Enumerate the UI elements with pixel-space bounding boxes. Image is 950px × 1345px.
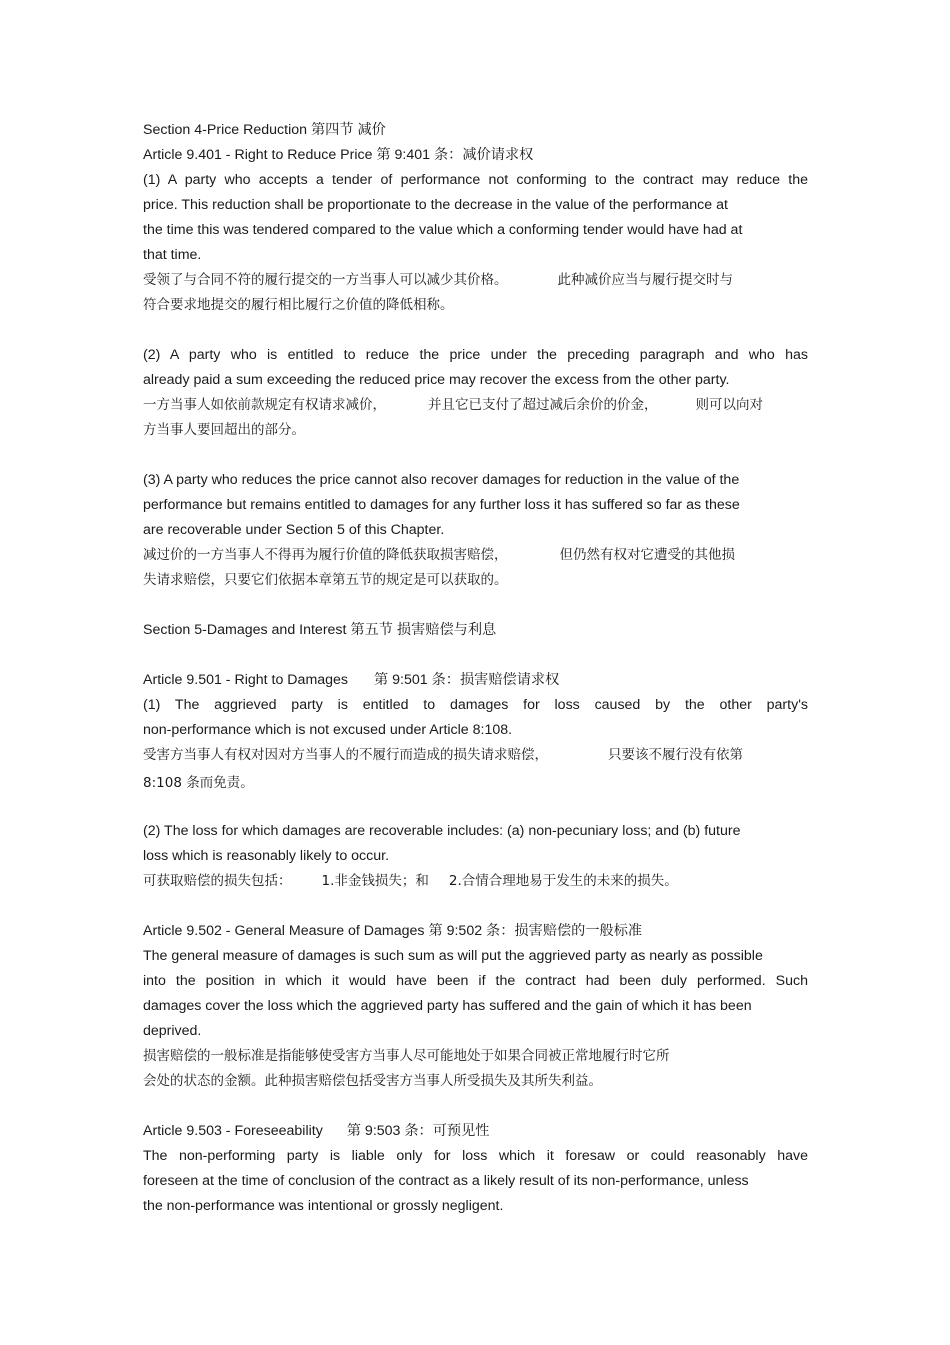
- article-9503-heading-en: Article 9.503 - Foreseeability: [143, 1123, 323, 1139]
- article-9503-line-2: foreseen at the time of conclusion of the contract as a likely result of its non-performance, unless: [143, 1173, 749, 1189]
- article-9401-p1-line-4: that time.: [143, 247, 202, 263]
- section-5-heading: Section 5-Damages and Interest 第五节 损害赔偿与利息: [143, 622, 497, 638]
- article-9401-p2-zh-line-2: 方当事人要回超出的部分。: [143, 422, 305, 438]
- article-9501-p2-zh-line: [143, 869, 808, 894]
- article-9401-p1-line-2: price. This reduction shall be proportionate to the decrease in the value of the performance at: [143, 197, 728, 213]
- article-9501-heading-zh: 第 9:501 条：损害赔偿请求权: [374, 672, 560, 688]
- article-9401-p3-zh-part-a: 减过价的一方当事人不得再为履行价值的降低获取损害赔偿，: [143, 547, 508, 563]
- article-9401-p1-zh-line-2: 符合要求地提交的履行相比履行之价值的降低相称。: [143, 297, 454, 313]
- article-9503-heading-zh: 第 9:503 条：可预见性: [346, 1123, 490, 1139]
- article-9501-p2-line-2: loss which is reasonably likely to occur.: [143, 848, 390, 864]
- article-9401-p3-zh-part-b: 但仍然有权对它遭受的其他损: [559, 547, 735, 563]
- article-9502-line-1: The general measure of damages is such sum as will put the aggrieved party as nearly as possible: [143, 948, 763, 964]
- article-9401-p3-zh-line-1: [143, 543, 808, 568]
- document-page: [143, 118, 808, 1219]
- article-9401-p2-zh-part-b: 并且它已支付了超过减后余价的价金，: [428, 397, 658, 413]
- article-9502-line-3: damages cover the loss which the aggrieved party has suffered and the gain of which it has been: [143, 998, 752, 1014]
- article-9501-p2-zh-part-a: 可获取赔偿的损失包括：: [143, 873, 292, 889]
- article-9401-p2-zh-part-c: 则可以向对: [695, 397, 763, 413]
- article-9501-p1-zh-line-2: 8:108 条而免责。: [143, 775, 254, 791]
- article-9503-line-1: The non-performing party is liable only for loss which it foresaw or could reasonably have: [143, 1148, 808, 1164]
- article-9401-p1-zh-line-1: [143, 268, 808, 293]
- article-9401-p2-zh-part-a: 一方当事人如依前款规定有权请求减价，: [143, 397, 386, 413]
- article-9502-zh-line-2: 会处的状态的金额。此种损害赔偿包括受害方当事人所受损失及其所失利益。: [143, 1073, 602, 1089]
- article-9401-heading: Article 9.401 - Right to Reduce Price 第 9:401 条：减价请求权: [143, 147, 534, 163]
- article-9401-p3-zh-line-2: 失请求赔偿，只要它们依据本章第五节的规定是可以获取的。: [143, 572, 508, 588]
- article-9401-p1-line-3: the time this was tendered compared to the value which a conforming tender would have had at: [143, 222, 743, 238]
- article-9401-p3-line-1: (3) A party who reduces the price cannot also recover damages for reduction in the value of the: [143, 472, 740, 488]
- article-9502-zh-line-1: 损害赔偿的一般标准是指能够使受害方当事人尽可能地处于如果合同被正常地履行时它所: [143, 1048, 670, 1064]
- article-9501-p1-zh-part-b: 只要该不履行没有依第: [608, 747, 743, 763]
- article-9501-p2-zh-part-b: 1.非金钱损失；和: [321, 873, 429, 889]
- article-9501-heading: [143, 668, 808, 693]
- article-9401-p1-zh-part-a: 受领了与合同不符的履行提交的一方当事人可以减少其价格。: [143, 272, 508, 288]
- article-9502-line-2: into the position in which it would have been if the contract had been duly performed. Such: [143, 973, 808, 989]
- article-9501-p2-line-1: (2) The loss for which damages are recoverable includes: (a) non-pecuniary loss; and (b) future: [143, 823, 741, 839]
- article-9501-p1-line-1: (1) The aggrieved party is entitled to damages for loss caused by the other party's: [143, 697, 808, 713]
- article-9501-p1-zh-part-a: 受害方当事人有权对因对方当事人的不履行而造成的损失请求赔偿，: [143, 747, 548, 763]
- article-9503-heading: [143, 1119, 808, 1144]
- article-9501-p1-line-2: non-performance which is not excused under Article 8:108.: [143, 722, 513, 738]
- article-9401-p2-line-2: already paid a sum exceeding the reduced price may recover the excess from the other party.: [143, 372, 730, 388]
- article-9401-p2-zh-line-1: [143, 393, 808, 418]
- article-9502-heading: Article 9.502 - General Measure of Damages 第 9:502 条：损害赔偿的一般标准: [143, 923, 643, 939]
- article-9501-heading-en: Article 9.501 - Right to Damages: [143, 672, 349, 688]
- section-4-heading: Section 4-Price Reduction 第四节 减价: [143, 122, 386, 138]
- article-9503-line-3: the non-performance was intentional or grossly negligent.: [143, 1198, 504, 1214]
- article-9501-p1-zh-line-1: [143, 743, 808, 768]
- article-9502-line-4: deprived.: [143, 1023, 202, 1039]
- article-9401-p3-line-3: are recoverable under Section 5 of this Chapter.: [143, 522, 445, 538]
- article-9501-p2-zh-part-c: 2.合情合理地易于发生的未来的损失。: [448, 873, 678, 889]
- article-9401-p2-line-1: (2) A party who is entitled to reduce the price under the preceding paragraph and who has: [143, 347, 808, 363]
- article-9401-p1-zh-part-b: 此种减价应当与履行提交时与: [557, 272, 733, 288]
- article-9401-p3-line-2: performance but remains entitled to damages for any further loss it has suffered so far as these: [143, 497, 740, 513]
- article-9401-p1-line-1: (1) A party who accepts a tender of performance not conforming to the contract may reduce the: [143, 172, 808, 188]
